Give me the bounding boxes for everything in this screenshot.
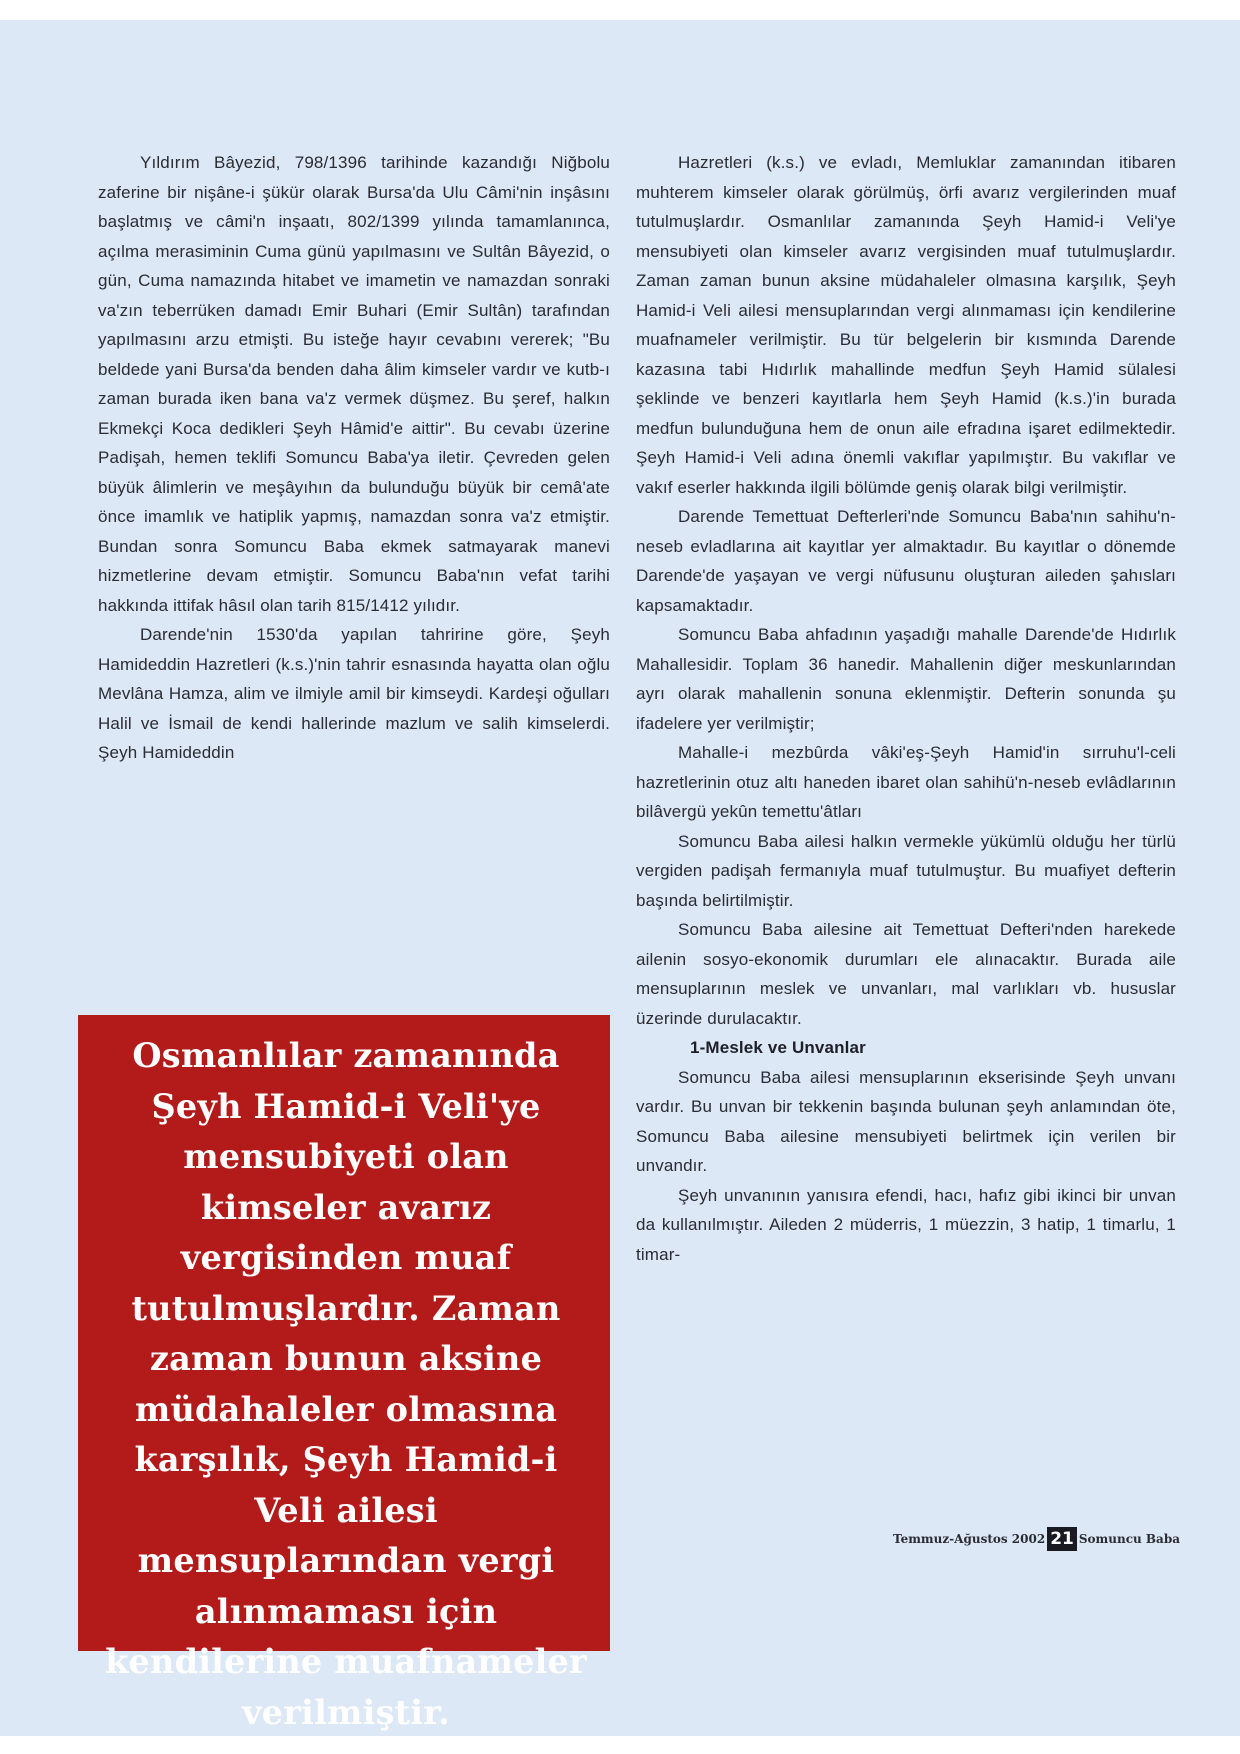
pull-quote-text: Osmanlılar zamanında Şeyh Hamid-i Veli'ye mensubiyeti olan kimseler avarız vergisinden muaf tutulmuşlardır. Zaman zaman bunun aksine müdahaleler olmasına karşılık, Şeyh Hamid-i Veli ailesi mensuplarından vergi alınmaması için kendilerine muafnameler verilmiştir. bbox=[105, 1036, 587, 1732]
paragraph: Mahalle-i mezbûrda vâki'eş-Şeyh Hamid'in sırruhu'l-celi hazretlerinin otuz altı haneden ibaret olan sahihü'n-neseb evlâdlarının bilâvergü yekûn temettu'âtları bbox=[636, 743, 1176, 821]
paragraph: Somuncu Baba ailesine ait Temettuat Defteri'nden harekede ailenin sosyo-ekonomik durumları ele alınacaktır. Burada aile mensuplarının meslek ve unvanları, mal varlıkları vb. hususlar üzerinde durulacaktır. bbox=[636, 920, 1176, 1028]
pull-quote-box bbox=[78, 1015, 610, 1732]
paragraph: Darende'nin 1530'da yapılan tahririne göre, Şeyh Hamideddin Hazretleri (k.s.)'nin tahrir esnasında hayatta olan oğlu Mevlâna Hamza, alim ve ilmiyle amil bir kimseydi. Kardeşi oğulları Halil ve İsmail de kendi hallerinde mazlum ve salih kimselerdi. Şeyh Hamideddin bbox=[98, 625, 610, 762]
right-text-column bbox=[636, 148, 1176, 1269]
section-heading: 1-Meslek ve Unvanlar bbox=[690, 1038, 866, 1057]
magazine-name: Somuncu Baba bbox=[1078, 1532, 1180, 1546]
paragraph: Somuncu Baba ailesi halkın vermekle yükümlü olduğu her türlü vergiden padişah fermanıyla muaf tutulmuştur. Bu muafiyet defterin başında belirtilmiştir. bbox=[636, 831, 1176, 910]
page-number: 21 bbox=[1047, 1527, 1077, 1551]
issue-date: Temmuz-Ağustos 2002 bbox=[893, 1532, 1046, 1546]
left-text-column bbox=[98, 148, 610, 768]
paragraph: Somuncu Baba ailesi mensuplarının ekserisinde Şeyh unvanı vardır. Bu unvan bir tekkenin başında bulunan şeyh anlamından öte, Somuncu Baba ailesine mensubiyeti belirtmek için verilen bir unvandır. bbox=[636, 1067, 1176, 1175]
paragraph: Şeyh unvanının yanısıra efendi, hacı, hafız gibi ikinci bir unvan da kullanılmıştır. Aileden 2 müderris, 1 müezzin, 3 hatip, 1 timarlu, 1 timar- bbox=[636, 1185, 1176, 1264]
paragraph: Darende Temettuat Defterleri'nde Somuncu Baba'nın sahihu'n-neseb evladlarına ait kayıtlar yer almaktadır. Bu kayıtlar o dönemde Darende'de yaşayan ve vergi nüfusunu oluşturan aileden şahısları kapsamaktadır. bbox=[636, 507, 1176, 615]
paragraph: Yıldırım Bâyezid, 798/1396 tarihinde kazandığı Niğbolu zaferine bir nişâne-i şükür olarak Bursa'da Ulu Câmi'nin inşâsını başlatmış ve câmi'n inşaatı, 802/1399 yılında tamamlanınca, açılma merasiminin Cuma günü yapılmasını ve Sultân Bâyezid, o gün, Cuma namazında hitabet ve imametin ve namazdan sonraki va'zın teberrüken damadı Emir Buhari (Emir Sultân) tarafından yapılmasını arzu etmişti. Bu isteğe hayır cevabını vererek; "Bu beldede yani Bursa'da benden daha âlim kimseler vardır ve kutb-ı zaman burada iken bana va'z vermek düşmez. Bu şeref, halkın Ekmekçi Koca dedikleri Şeyh Hâmid'e aittir". Bu cevabı üzerine Padişah, hemen teklifi Somuncu Baba'ya iletir. Çevreden gelen büyük âlimlerin ve meşâyıhın da bulunduğu büyük bir cemâ'ate önce imamlık ve hatiplik yapmış, namazdan sonra va'z etmiştir. Bundan sonra Somuncu Baba ekmek satmayarak manevi hizmetlerine devam etmiştir. Somuncu Baba'nın vefat tarihi hakkında ittifak hâsıl olan tarih 815/1412 yılıdır. bbox=[98, 153, 610, 615]
page-footer bbox=[840, 1524, 1180, 1554]
paragraph: Hazretleri (k.s.) ve evladı, Memluklar zamanından itibaren muhterem kimseler olarak görülmüş, örfi avarız vergilerinden muaf tutulmuşlardır. Osmanlılar zamanında Şeyh Hamid-i Veli'ye mensubiyeti olan kimseler avarız vergisinden muaf tutulmuşlardır. Zaman zaman bunun aksine müdahaleler olmasına karşılık, Şeyh Hamid-i Veli ailesi mensuplarından vergi alınmaması için kendilerine muafnameler verilmiştir. Bu tür belgelerin bir kısmında Darende kazasına tabi Hıdırlık mahallinde medfun Şeyh Hamid sülalesi şeklinde ve benzeri kayıtlarla hem Şeyh Hamid (k.s.)'in burada medfun bulunduğuna hem de onun aile efradına işaret edilmektedir. Şeyh Hamid-i Veli adına önemli vakıflar yapılmıştır. Bu vakıflar ve vakıf eserler hakkında ilgili bölümde geniş olarak bilgi verilmiştir. bbox=[636, 153, 1176, 497]
magazine-page bbox=[0, 20, 1240, 1736]
paragraph: Somuncu Baba ahfadının yaşadığı mahalle Darende'de Hıdırlık Mahallesidir. Toplam 36 hanedir. Mahallenin diğer meskunlarından ayrı olarak mahallenin sonuna eklenmiştir. Defterin sonunda şu ifadelere yer verilmiştir; bbox=[636, 625, 1176, 733]
